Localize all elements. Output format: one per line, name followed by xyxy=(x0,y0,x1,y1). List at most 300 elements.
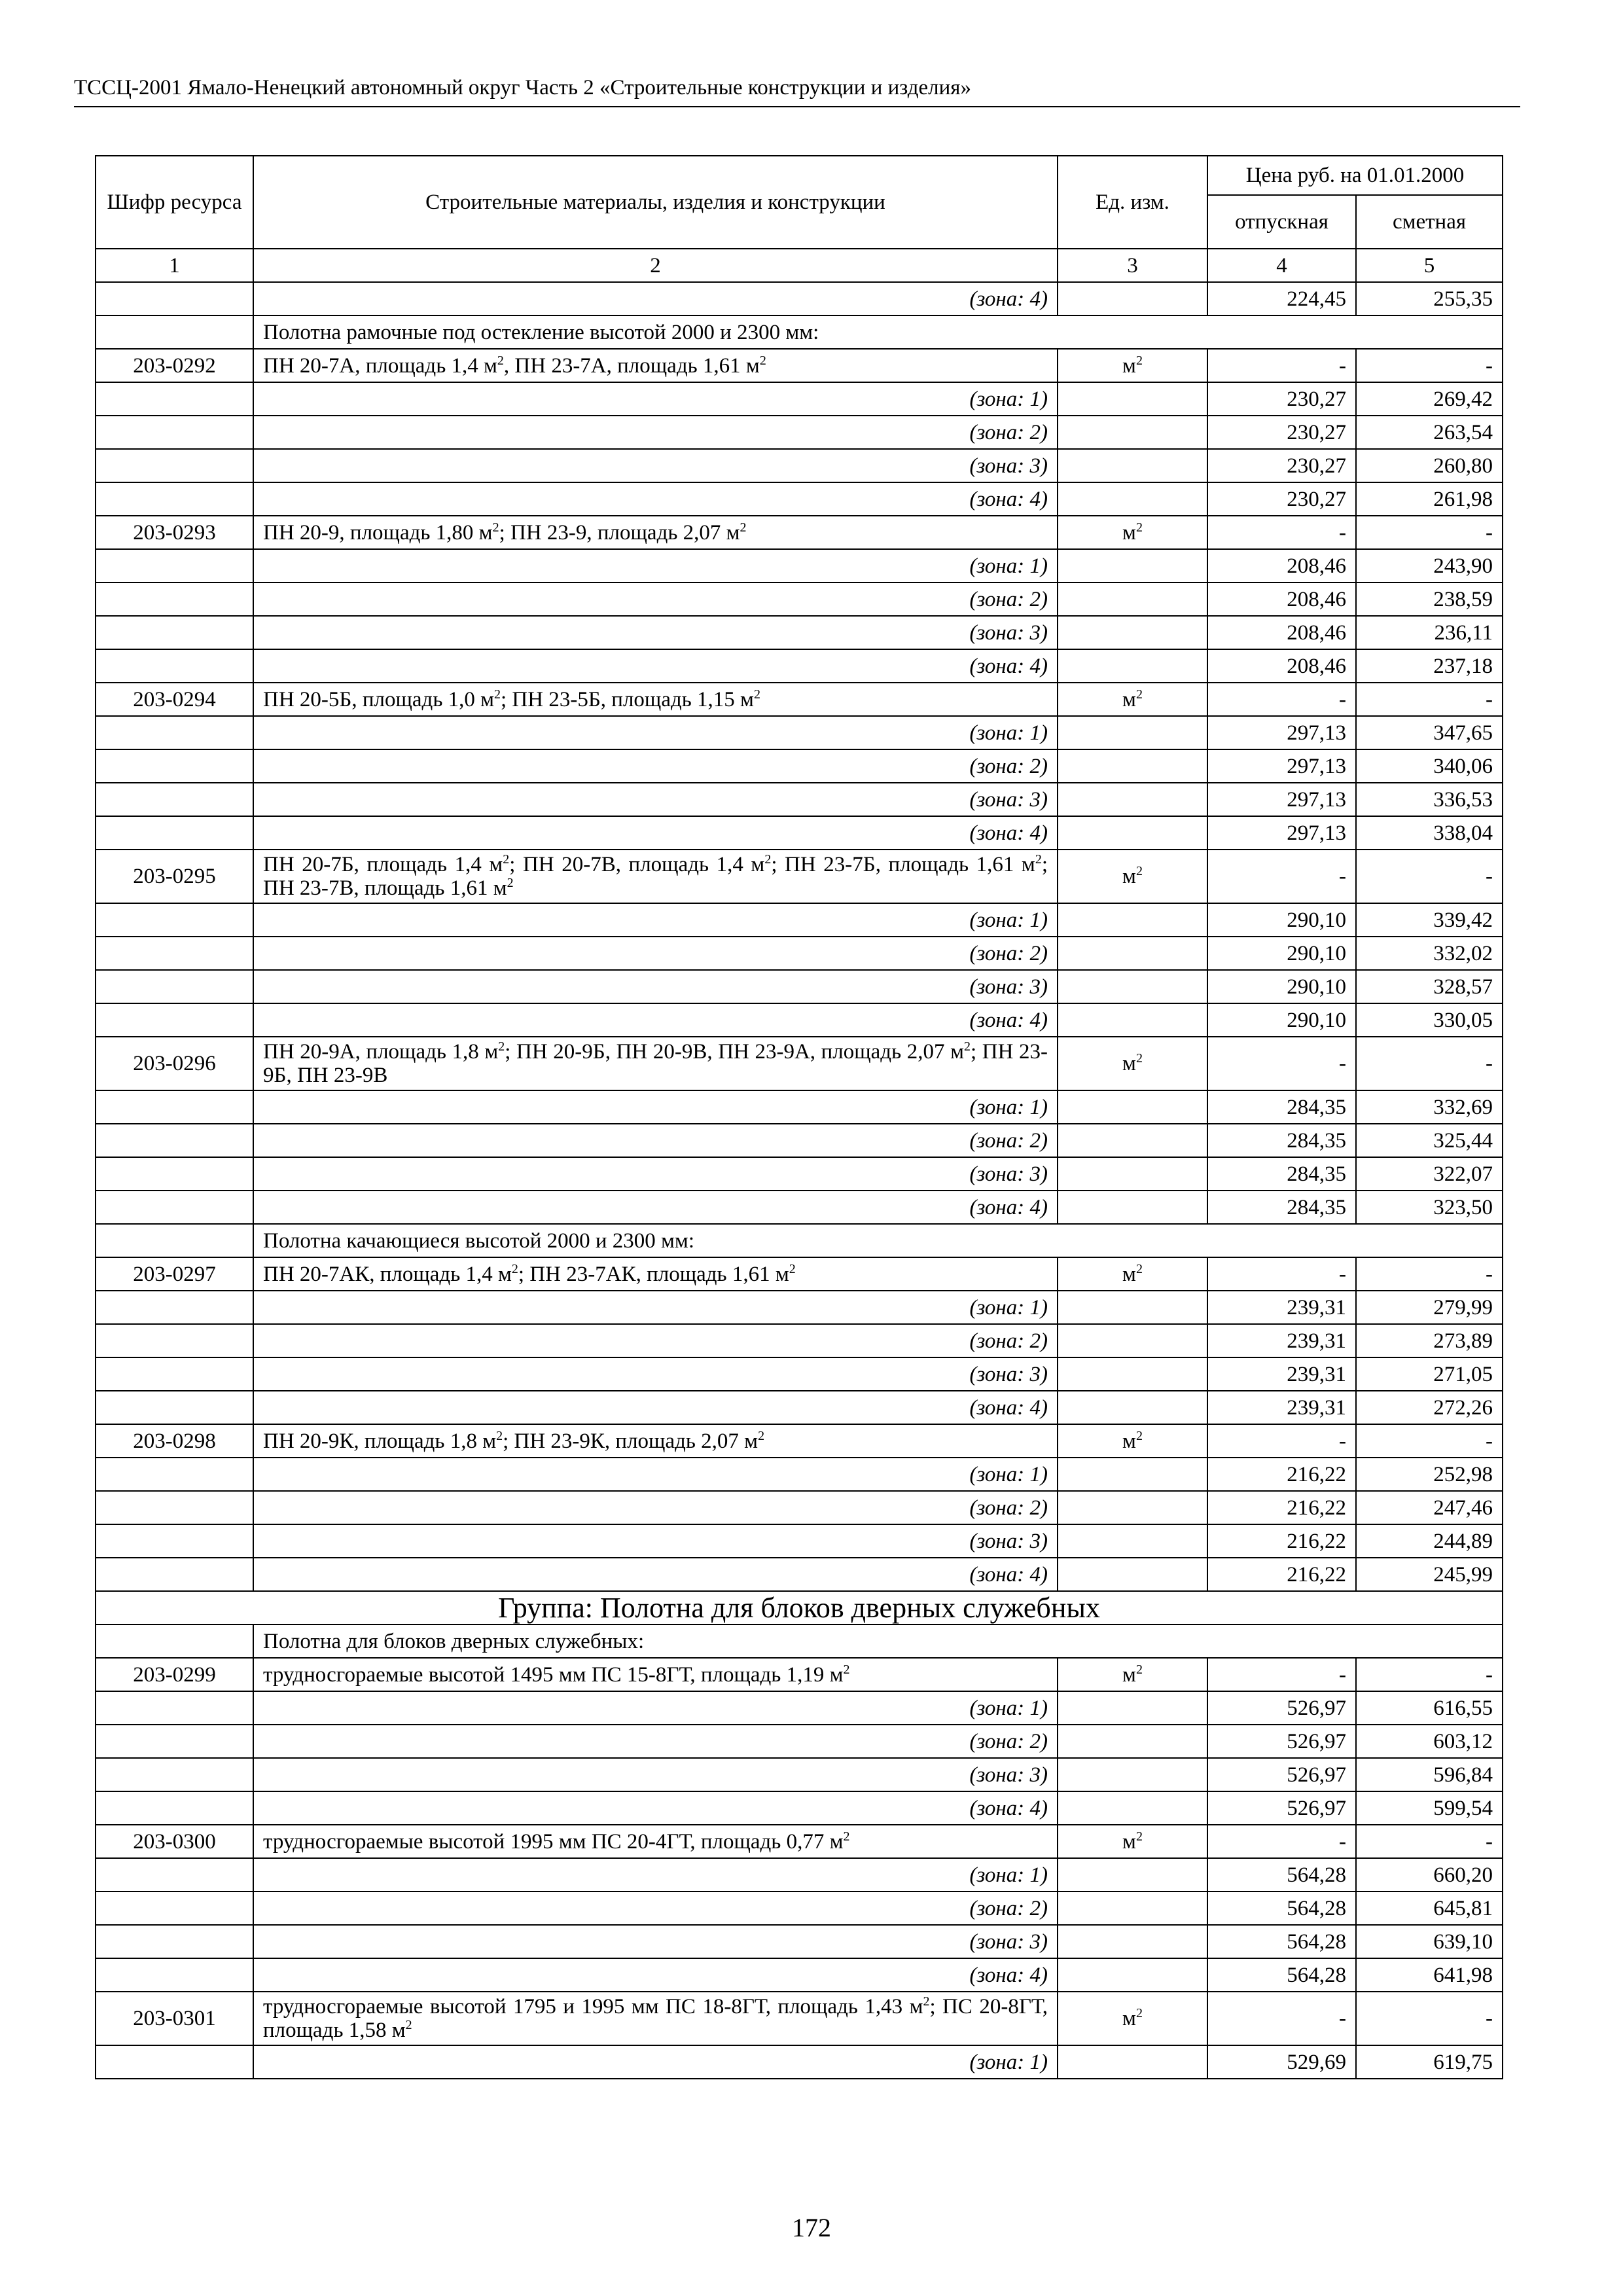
resource-code-cell xyxy=(96,416,253,449)
zone-label: (зона: 2) xyxy=(253,1725,1058,1758)
resource-name: трудносгораемые высотой 1995 мм ПС 20-4ГТ, площадь 0,77 $м^2$ xyxy=(253,1825,1058,1858)
release-price: - xyxy=(1207,1825,1356,1858)
group-heading: Группа: Полотна для блоков дверных служебных xyxy=(96,1591,1503,1624)
unit-cell xyxy=(1058,583,1207,616)
estimate-price: 325,44 xyxy=(1356,1124,1503,1157)
estimate-price: 641,98 xyxy=(1356,1958,1503,1992)
group-heading-row xyxy=(96,1591,1503,1624)
release-price: 216,22 xyxy=(1207,1491,1356,1524)
zone-row xyxy=(96,583,1503,616)
release-price: - xyxy=(1207,1424,1356,1458)
release-price: 526,97 xyxy=(1207,1791,1356,1825)
column-header-name: Строительные материалы, изделия и конструкции xyxy=(253,156,1058,249)
resource-code-cell xyxy=(96,1291,253,1324)
resource-name: трудносгораемые высотой 1495 мм ПС 15-8ГТ, площадь 1,19 $м^2$ xyxy=(253,1658,1058,1691)
resource-code-cell xyxy=(96,1958,253,1992)
zone-row xyxy=(96,970,1503,1003)
release-price: 216,22 xyxy=(1207,1524,1356,1558)
resource-name: ПН 20-9К, площадь 1,8 $м^2$; ПН 23-9К, площадь 2,07 $м^2$ xyxy=(253,1424,1058,1458)
zone-label: (зона: 4) xyxy=(253,816,1058,850)
release-price: 239,31 xyxy=(1207,1391,1356,1424)
zone-label: (зона: 2) xyxy=(253,937,1058,970)
unit-cell xyxy=(1058,449,1207,482)
release-price: 526,97 xyxy=(1207,1758,1356,1791)
unit-cell xyxy=(1058,1524,1207,1558)
column-header-release: отпускная xyxy=(1207,195,1356,249)
unit-cell xyxy=(1058,1090,1207,1124)
table-body xyxy=(96,282,1503,2079)
unit-cell xyxy=(1058,1324,1207,1357)
subheading-text: Полотна качающиеся высотой 2000 и 2300 мм: xyxy=(253,1224,1503,1257)
column-number: 4 xyxy=(1207,249,1356,282)
unit-cell xyxy=(1058,1758,1207,1791)
column-header-unit: Ед. изм. xyxy=(1058,156,1207,249)
resource-code: 203-0292 xyxy=(96,349,253,382)
estimate-price: 328,57 xyxy=(1356,970,1503,1003)
release-price: 284,35 xyxy=(1207,1157,1356,1191)
column-header-price: Цена руб. на 01.01.2000 xyxy=(1207,156,1503,195)
zone-label: (зона: 1) xyxy=(253,1090,1058,1124)
estimate-price: - xyxy=(1356,1658,1503,1691)
release-price: 290,10 xyxy=(1207,1003,1356,1037)
estimate-price: 603,12 xyxy=(1356,1725,1503,1758)
release-price: - xyxy=(1207,349,1356,382)
unit-cell xyxy=(1058,1391,1207,1424)
zone-label: (зона: 1) xyxy=(253,1858,1058,1892)
release-price: 564,28 xyxy=(1207,1892,1356,1925)
release-price: 224,45 xyxy=(1207,282,1356,315)
release-price: 216,22 xyxy=(1207,1558,1356,1591)
zone-row xyxy=(96,749,1503,783)
release-price: 208,46 xyxy=(1207,583,1356,616)
estimate-price: - xyxy=(1356,1424,1503,1458)
zone-row xyxy=(96,1725,1503,1758)
unit-cell xyxy=(1058,1725,1207,1758)
release-price: 208,46 xyxy=(1207,649,1356,683)
release-price: 564,28 xyxy=(1207,1958,1356,1992)
zone-row xyxy=(96,716,1503,749)
zone-row xyxy=(96,482,1503,516)
estimate-price: 645,81 xyxy=(1356,1892,1503,1925)
resource-code-cell xyxy=(96,616,253,649)
release-price: 239,31 xyxy=(1207,1324,1356,1357)
release-price: 297,13 xyxy=(1207,816,1356,850)
column-header-estimate: сметная xyxy=(1356,195,1503,249)
estimate-price: 252,98 xyxy=(1356,1458,1503,1491)
estimate-price: 619,75 xyxy=(1356,2045,1503,2079)
estimate-price: 247,46 xyxy=(1356,1491,1503,1524)
zone-row xyxy=(96,1191,1503,1224)
zone-row xyxy=(96,783,1503,816)
estimate-price: 272,26 xyxy=(1356,1391,1503,1424)
release-price: 230,27 xyxy=(1207,482,1356,516)
estimate-price: 660,20 xyxy=(1356,1858,1503,1892)
resource-code-cell xyxy=(96,1925,253,1958)
release-price: 297,13 xyxy=(1207,749,1356,783)
release-price: 216,22 xyxy=(1207,1458,1356,1491)
zone-label: (зона: 3) xyxy=(253,970,1058,1003)
zone-row xyxy=(96,1691,1503,1725)
subheading-text: Полотна рамочные под остекление высотой 2000 и 2300 мм: xyxy=(253,315,1503,349)
resource-name: ПН 20-9, площадь 1,80 $м^2$; ПН 23-9, площадь 2,07 $м^2$ xyxy=(253,516,1058,549)
unit-cell xyxy=(1058,1958,1207,1992)
zone-label: (зона: 2) xyxy=(253,583,1058,616)
resource-code: 203-0298 xyxy=(96,1424,253,1458)
unit-of-measure: $м^2$ xyxy=(1058,1424,1207,1458)
zone-label: (зона: 4) xyxy=(253,1558,1058,1591)
unit-cell xyxy=(1058,1291,1207,1324)
resource-row xyxy=(96,1825,1503,1858)
zone-label: (зона: 4) xyxy=(253,649,1058,683)
zone-label: (зона: 4) xyxy=(253,1791,1058,1825)
estimate-price: 273,89 xyxy=(1356,1324,1503,1357)
column-number: 3 xyxy=(1058,249,1207,282)
resource-code-cell xyxy=(96,482,253,516)
zone-row xyxy=(96,1157,1503,1191)
resource-code-cell xyxy=(96,816,253,850)
resource-row xyxy=(96,1037,1503,1090)
unit-cell xyxy=(1058,1925,1207,1958)
estimate-price: 269,42 xyxy=(1356,382,1503,416)
resource-code-cell xyxy=(96,1458,253,1491)
zone-label: (зона: 1) xyxy=(253,2045,1058,2079)
estimate-price: 340,06 xyxy=(1356,749,1503,783)
zone-label: (зона: 4) xyxy=(253,482,1058,516)
estimate-price: 338,04 xyxy=(1356,816,1503,850)
resource-code-cell xyxy=(96,1191,253,1224)
estimate-price: - xyxy=(1356,516,1503,549)
header-rule xyxy=(74,106,1520,107)
unit-cell xyxy=(1058,1124,1207,1157)
estimate-price: 639,10 xyxy=(1356,1925,1503,1958)
zone-row xyxy=(96,549,1503,583)
estimate-price: 245,99 xyxy=(1356,1558,1503,1591)
zone-row xyxy=(96,1524,1503,1558)
estimate-price: 339,42 xyxy=(1356,903,1503,937)
resource-name: ПН 20-7Б, площадь 1,4 $м^2$; ПН 20-7В, площадь 1,4 $м^2$; ПН 23-7Б, площадь 1,61 $м^2$; ПН 23-7В, площадь 1,61 $м^2$ xyxy=(253,850,1058,903)
column-number: 2 xyxy=(253,249,1058,282)
page-number: 172 xyxy=(792,2213,831,2242)
unit-cell xyxy=(1058,1458,1207,1491)
column-header-code: Шифр ресурса xyxy=(96,156,253,249)
release-price: 230,27 xyxy=(1207,449,1356,482)
resource-code-cell xyxy=(96,716,253,749)
column-numbers-row xyxy=(96,249,1503,282)
unit-cell xyxy=(1058,2045,1207,2079)
estimate-price: 332,02 xyxy=(1356,937,1503,970)
estimate-price: - xyxy=(1356,683,1503,716)
zone-label: (зона: 4) xyxy=(253,1191,1058,1224)
release-price: 564,28 xyxy=(1207,1858,1356,1892)
release-price: 284,35 xyxy=(1207,1124,1356,1157)
unit-of-measure: $м^2$ xyxy=(1058,850,1207,903)
zone-label: (зона: 3) xyxy=(253,1524,1058,1558)
zone-label: (зона: 2) xyxy=(253,416,1058,449)
unit-cell xyxy=(1058,783,1207,816)
resource-code-cell xyxy=(96,1524,253,1558)
zone-row xyxy=(96,2045,1503,2079)
resource-code-cell xyxy=(96,783,253,816)
zone-label: (зона: 1) xyxy=(253,549,1058,583)
column-number: 5 xyxy=(1356,249,1503,282)
zone-label: (зона: 1) xyxy=(253,903,1058,937)
unit-cell xyxy=(1058,816,1207,850)
resource-code-cell xyxy=(96,1090,253,1124)
resource-code-cell xyxy=(96,1758,253,1791)
resource-code-cell xyxy=(96,1892,253,1925)
release-price: 239,31 xyxy=(1207,1357,1356,1391)
unit-cell xyxy=(1058,1791,1207,1825)
zone-row xyxy=(96,1491,1503,1524)
zone-label: (зона: 4) xyxy=(253,1391,1058,1424)
estimate-price: 322,07 xyxy=(1356,1157,1503,1191)
resource-code-cell xyxy=(96,315,253,349)
unit-cell xyxy=(1058,716,1207,749)
resource-code-cell xyxy=(96,583,253,616)
release-price: - xyxy=(1207,1037,1356,1090)
estimate-price: 599,54 xyxy=(1356,1791,1503,1825)
estimate-price: 332,69 xyxy=(1356,1090,1503,1124)
resource-code: 203-0293 xyxy=(96,516,253,549)
release-price: 284,35 xyxy=(1207,1191,1356,1224)
zone-row xyxy=(96,1925,1503,1958)
release-price: 239,31 xyxy=(1207,1291,1356,1324)
zone-label: (зона: 2) xyxy=(253,1491,1058,1524)
resource-code-cell xyxy=(96,1725,253,1758)
estimate-price: 596,84 xyxy=(1356,1758,1503,1791)
resource-code-cell xyxy=(96,1858,253,1892)
resource-code: 203-0295 xyxy=(96,850,253,903)
resource-code-cell xyxy=(96,1003,253,1037)
resource-code-cell xyxy=(96,1391,253,1424)
estimate-price: - xyxy=(1356,349,1503,382)
resource-code: 203-0297 xyxy=(96,1257,253,1291)
resource-row xyxy=(96,349,1503,382)
unit-cell xyxy=(1058,1858,1207,1892)
estimate-price: 236,11 xyxy=(1356,616,1503,649)
estimate-price: 263,54 xyxy=(1356,416,1503,449)
unit-of-measure: $м^2$ xyxy=(1058,516,1207,549)
zone-label: (зона: 1) xyxy=(253,1458,1058,1491)
resource-code-cell xyxy=(96,282,253,315)
resource-name: ПН 20-9А, площадь 1,8 $м^2$; ПН 20-9Б, ПН 20-9В, ПН 23-9А, площадь 2,07 $м^2$; ПН 23-9Б, ПН 23-9В xyxy=(253,1037,1058,1090)
running-header: ТССЦ-2001 Ямало-Ненецкий автономный округ Часть 2 «Строительные конструкции и изделия» xyxy=(74,76,971,99)
unit-cell xyxy=(1058,649,1207,683)
zone-label: (зона: 2) xyxy=(253,1324,1058,1357)
release-price: - xyxy=(1207,1992,1356,2045)
zone-label: (зона: 1) xyxy=(253,716,1058,749)
resource-code-cell xyxy=(96,1558,253,1591)
unit-cell xyxy=(1058,1691,1207,1725)
resource-code-cell xyxy=(96,1491,253,1524)
resource-row xyxy=(96,1992,1503,2045)
release-price: 290,10 xyxy=(1207,903,1356,937)
zone-label: (зона: 3) xyxy=(253,1357,1058,1391)
release-price: 526,97 xyxy=(1207,1691,1356,1725)
unit-cell xyxy=(1058,549,1207,583)
subheading-row xyxy=(96,1224,1503,1257)
zone-row xyxy=(96,1958,1503,1992)
zone-label: (зона: 4) xyxy=(253,1958,1058,1992)
zone-row xyxy=(96,903,1503,937)
estimate-price: 243,90 xyxy=(1356,549,1503,583)
zone-row xyxy=(96,1391,1503,1424)
resource-code-cell xyxy=(96,749,253,783)
resource-code-cell xyxy=(96,1157,253,1191)
estimate-price: 255,35 xyxy=(1356,282,1503,315)
zone-label: (зона: 4) xyxy=(253,282,1058,315)
resource-code-cell xyxy=(96,1691,253,1725)
zone-row xyxy=(96,1357,1503,1391)
estimate-price: 347,65 xyxy=(1356,716,1503,749)
zone-row xyxy=(96,416,1503,449)
zone-label: (зона: 3) xyxy=(253,783,1058,816)
zone-row xyxy=(96,1324,1503,1357)
zone-label: (зона: 3) xyxy=(253,1157,1058,1191)
release-price: 290,10 xyxy=(1207,970,1356,1003)
estimate-price: 330,05 xyxy=(1356,1003,1503,1037)
zone-row xyxy=(96,1458,1503,1491)
release-price: 564,28 xyxy=(1207,1925,1356,1958)
estimate-price: 271,05 xyxy=(1356,1357,1503,1391)
release-price: 230,27 xyxy=(1207,382,1356,416)
resource-code-cell xyxy=(96,1124,253,1157)
resource-name: ПН 20-5Б, площадь 1,0 $м^2$; ПН 23-5Б, площадь 1,15 $м^2$ xyxy=(253,683,1058,716)
resource-code: 203-0300 xyxy=(96,1825,253,1858)
release-price: 297,13 xyxy=(1207,716,1356,749)
unit-cell xyxy=(1058,416,1207,449)
resource-row xyxy=(96,1658,1503,1691)
unit-of-measure: $м^2$ xyxy=(1058,1992,1207,2045)
subheading-text: Полотна для блоков дверных служебных: xyxy=(253,1624,1503,1658)
resource-code-cell xyxy=(96,1224,253,1257)
zone-label: (зона: 3) xyxy=(253,1925,1058,1958)
zone-row xyxy=(96,937,1503,970)
estimate-price: 237,18 xyxy=(1356,649,1503,683)
resource-code: 203-0301 xyxy=(96,1992,253,2045)
zone-row xyxy=(96,649,1503,683)
estimate-price: - xyxy=(1356,850,1503,903)
zone-row xyxy=(96,1791,1503,1825)
release-price: - xyxy=(1207,1658,1356,1691)
zone-row xyxy=(96,449,1503,482)
unit-of-measure: $м^2$ xyxy=(1058,683,1207,716)
unit-cell xyxy=(1058,903,1207,937)
zone-label: (зона: 2) xyxy=(253,1124,1058,1157)
estimate-price: 279,99 xyxy=(1356,1291,1503,1324)
zone-label: (зона: 2) xyxy=(253,1892,1058,1925)
column-number: 1 xyxy=(96,249,253,282)
zone-row xyxy=(96,1858,1503,1892)
resource-row xyxy=(96,1257,1503,1291)
zone-row xyxy=(96,1758,1503,1791)
estimate-price: - xyxy=(1356,1037,1503,1090)
unit-of-measure: $м^2$ xyxy=(1058,1825,1207,1858)
zone-row xyxy=(96,382,1503,416)
estimate-price: 616,55 xyxy=(1356,1691,1503,1725)
release-price: 284,35 xyxy=(1207,1090,1356,1124)
zone-label: (зона: 3) xyxy=(253,449,1058,482)
resource-code-cell xyxy=(96,549,253,583)
estimate-price: - xyxy=(1356,1992,1503,2045)
resource-row xyxy=(96,1424,1503,1458)
zone-label: (зона: 3) xyxy=(253,616,1058,649)
price-table xyxy=(95,155,1503,2079)
zone-row xyxy=(96,616,1503,649)
release-price: 208,46 xyxy=(1207,549,1356,583)
unit-cell xyxy=(1058,749,1207,783)
resource-code-cell xyxy=(96,970,253,1003)
estimate-price: - xyxy=(1356,1825,1503,1858)
unit-cell xyxy=(1058,1003,1207,1037)
estimate-price: 260,80 xyxy=(1356,449,1503,482)
resource-code-cell xyxy=(96,1324,253,1357)
resource-name: ПН 20-7АК, площадь 1,4 $м^2$; ПН 23-7АК, площадь 1,61 $м^2$ xyxy=(253,1257,1058,1291)
release-price: - xyxy=(1207,1257,1356,1291)
release-price: 529,69 xyxy=(1207,2045,1356,2079)
unit-cell xyxy=(1058,1491,1207,1524)
resource-code-cell xyxy=(96,903,253,937)
unit-cell xyxy=(1058,1558,1207,1591)
estimate-price: 244,89 xyxy=(1356,1524,1503,1558)
zone-label: (зона: 3) xyxy=(253,1758,1058,1791)
unit-cell xyxy=(1058,282,1207,315)
resource-code: 203-0296 xyxy=(96,1037,253,1090)
resource-code-cell xyxy=(96,1791,253,1825)
release-price: - xyxy=(1207,516,1356,549)
resource-code: 203-0294 xyxy=(96,683,253,716)
estimate-price: 323,50 xyxy=(1356,1191,1503,1224)
release-price: - xyxy=(1207,850,1356,903)
zone-row xyxy=(96,1090,1503,1124)
zone-row xyxy=(96,1892,1503,1925)
unit-cell xyxy=(1058,1157,1207,1191)
resource-name: ПН 20-7А, площадь 1,4 $м^2$, ПН 23-7А, площадь 1,61 $м^2$ xyxy=(253,349,1058,382)
release-price: - xyxy=(1207,683,1356,716)
unit-cell xyxy=(1058,1892,1207,1925)
unit-of-measure: $м^2$ xyxy=(1058,349,1207,382)
zone-row xyxy=(96,1291,1503,1324)
unit-cell xyxy=(1058,1357,1207,1391)
release-price: 526,97 xyxy=(1207,1725,1356,1758)
zone-row xyxy=(96,282,1503,315)
unit-of-measure: $м^2$ xyxy=(1058,1658,1207,1691)
subheading-row xyxy=(96,315,1503,349)
resource-code-cell xyxy=(96,2045,253,2079)
unit-cell xyxy=(1058,482,1207,516)
resource-row xyxy=(96,516,1503,549)
resource-code-cell xyxy=(96,649,253,683)
estimate-price: 261,98 xyxy=(1356,482,1503,516)
zone-row xyxy=(96,1003,1503,1037)
release-price: 297,13 xyxy=(1207,783,1356,816)
zone-row xyxy=(96,1558,1503,1591)
resource-row xyxy=(96,683,1503,716)
zone-label: (зона: 1) xyxy=(253,1291,1058,1324)
unit-cell xyxy=(1058,382,1207,416)
estimate-price: - xyxy=(1356,1257,1503,1291)
resource-code-cell xyxy=(96,382,253,416)
resource-name: трудносгораемые высотой 1795 и 1995 мм ПС 18-8ГТ, площадь 1,43 $м^2$; ПС 20-8ГТ, площадь 1,58 $м^2$ xyxy=(253,1992,1058,2045)
zone-label: (зона: 1) xyxy=(253,382,1058,416)
zone-label: (зона: 4) xyxy=(253,1003,1058,1037)
release-price: 290,10 xyxy=(1207,937,1356,970)
unit-of-measure: $м^2$ xyxy=(1058,1257,1207,1291)
zone-row xyxy=(96,1124,1503,1157)
subheading-row xyxy=(96,1624,1503,1658)
zone-row xyxy=(96,816,1503,850)
unit-cell xyxy=(1058,616,1207,649)
